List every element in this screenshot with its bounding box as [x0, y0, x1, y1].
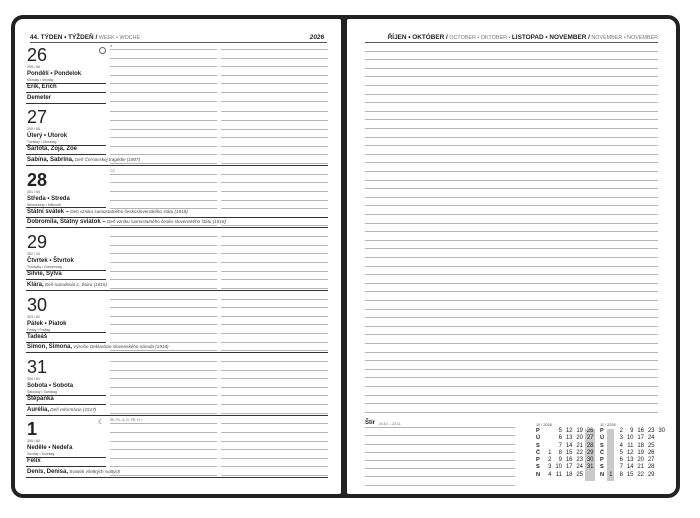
writing-line [221, 58, 328, 59]
writing-line [365, 283, 658, 284]
writing-line [221, 271, 328, 272]
writing-line [221, 333, 328, 334]
calendar-october-days: P Ú S Č P S N [536, 428, 541, 478]
writing-line [221, 432, 328, 433]
week-header-bold: 44. TÝDEN • TÝŽDEŇ / [30, 34, 98, 41]
footer-lines [365, 419, 515, 494]
week-header [30, 34, 140, 41]
calendar-column: 9 10 11 12 13 14 15 [626, 428, 634, 478]
nameday-text: Sabína, Sabrina, [27, 156, 74, 163]
day-of-year: 303 / 62 [27, 314, 40, 319]
nameday-text: Silvie, Sylva [27, 271, 62, 278]
writing-line [365, 485, 515, 486]
day-block [15, 231, 341, 293]
nameday-text: Aurélia, [27, 406, 50, 413]
writing-line [365, 326, 658, 327]
writing-line [221, 245, 328, 246]
writing-line [221, 288, 328, 289]
writing-line [110, 129, 217, 130]
calendar-column: 23 24 25 26 27 28 29 [647, 428, 655, 478]
writing-line [221, 370, 328, 371]
day-of-year: 299 / 66 [27, 65, 40, 69]
writing-line [365, 119, 658, 120]
underline [26, 466, 106, 467]
nameday [27, 458, 41, 464]
writing-line [221, 236, 328, 237]
writing-line [365, 154, 658, 155]
underline [26, 404, 106, 405]
writing-line [365, 231, 658, 232]
writing-line [365, 240, 658, 241]
day-block [15, 169, 341, 231]
writing-line [221, 101, 328, 102]
month-header-light-2: NOVEMBER • NOVEMBER [589, 35, 658, 41]
writing-line [110, 441, 217, 442]
writing-line [110, 49, 217, 50]
circle-icon [99, 47, 106, 54]
writing-line [221, 423, 328, 424]
writing-line [110, 432, 217, 433]
country-marker: A [110, 44, 113, 48]
nameday [27, 407, 96, 413]
left-page [15, 19, 341, 494]
weekday-sub: Saturday • Samstag [27, 390, 58, 394]
writing-line [365, 197, 658, 198]
holiday-note: Den vzniku samostatného československého státu (1918) [69, 208, 188, 214]
writing-line [110, 262, 217, 263]
writing-line [110, 225, 217, 226]
day-number: 1 [27, 419, 38, 440]
writing-line [110, 111, 217, 112]
writing-line [365, 94, 658, 95]
writing-line [110, 200, 217, 201]
weekday-name: Neděle • Nedeľa [27, 445, 73, 452]
calendar-october-title: 10 / 2026 [536, 423, 552, 427]
underline [26, 165, 328, 166]
writing-line [365, 76, 658, 77]
writing-line [110, 299, 217, 300]
writing-line [221, 404, 328, 405]
weekday-sub: Wednesday • Mittwoch [27, 202, 62, 207]
weekday-sub: Thursday • Donnerstag [27, 265, 62, 270]
writing-line [365, 403, 658, 404]
holiday-note: Deň reformácie (1517) [49, 406, 97, 412]
writing-line [110, 316, 217, 317]
writing-line [221, 200, 328, 201]
nameday-text: Erik, Erich [27, 84, 57, 90]
day-block [15, 44, 341, 106]
nameday [27, 209, 188, 215]
day-of-year: 304 / 61 [27, 377, 40, 381]
writing-line [365, 214, 658, 215]
writing-line [110, 387, 217, 388]
writing-line [110, 370, 217, 371]
underline [26, 290, 328, 291]
writing-line [110, 395, 217, 396]
country-marker: SK, PL, A, D, FR, H, I [110, 418, 143, 423]
writing-line [365, 435, 515, 436]
writing-line [221, 154, 328, 155]
weekday-name: Úterý • Utorok [27, 133, 68, 140]
calendar-november-title: 11 / 2026 [600, 423, 616, 427]
writing-line [365, 257, 658, 258]
writing-line [365, 188, 658, 189]
underline [26, 415, 328, 416]
writing-line [365, 395, 658, 396]
calendar-column: 16 17 18 19 20 21 22 [637, 428, 644, 478]
writing-line [365, 85, 658, 86]
writing-line [365, 266, 658, 267]
holiday-note: Deň vzniku samostatného česko-slovenského štátu (1918) [105, 219, 226, 225]
underline [26, 279, 106, 280]
underline [26, 217, 328, 218]
writing-line [110, 475, 217, 476]
writing-line [221, 120, 328, 121]
day-block [15, 106, 341, 168]
header-rule [30, 42, 327, 43]
weekday-sub: Sunday • Sonntag [27, 452, 55, 457]
day-number: 29 [27, 232, 48, 253]
writing-line [221, 92, 328, 93]
writing-line [221, 137, 328, 138]
writing-line [110, 163, 217, 164]
right-page [347, 19, 676, 494]
nameday-text: Státní svátek – [27, 208, 70, 215]
weekday-name: Pátek • Piatok [27, 320, 67, 327]
writing-line [221, 75, 328, 76]
holiday-note: Deň Černovskej tragédie (1907) [73, 156, 141, 162]
month-header-bold-1: ŘÍJEN • OKTÓBER / [387, 34, 448, 41]
writing-line [221, 413, 328, 414]
month-header-light-1: OCTOBER • OKTOBER • [447, 35, 512, 41]
writing-line [365, 274, 658, 275]
writing-line [221, 350, 328, 351]
nameday [27, 396, 54, 402]
writing-line [110, 288, 217, 289]
writing-line [110, 236, 217, 237]
month-header-bold-2: LISTOPAD • NOVEMBER / [511, 34, 590, 41]
day-of-year: 305 / 60 [27, 439, 40, 444]
writing-line [110, 458, 217, 459]
weekday-name: Čtvrtek • Štvrtok [27, 258, 74, 265]
calendar-column: 1 2 3 4 [548, 449, 552, 478]
day-of-year: 300 / 65 [27, 127, 40, 132]
holiday-note: Deň narodenia Ľ. Štúra (1815) [43, 281, 108, 287]
underline [26, 227, 328, 228]
weekday-name: Středa • Streda [27, 195, 70, 202]
nameday-text: Dobromila, Štátny sviatok – [27, 219, 106, 226]
writing-line [221, 387, 328, 388]
nameday-text: Tadeáš [27, 333, 48, 340]
writing-line [110, 378, 217, 379]
writing-line [110, 174, 217, 175]
writing-line [221, 163, 328, 164]
writing-line [221, 208, 328, 209]
month-header [388, 34, 658, 41]
writing-line [110, 466, 217, 467]
writing-line [365, 369, 658, 370]
writing-line [221, 316, 328, 317]
nameday [27, 157, 140, 163]
writing-line [365, 444, 515, 445]
writing-line [365, 59, 658, 60]
underline [26, 477, 328, 478]
day-number: 31 [27, 357, 48, 377]
day-number: 27 [27, 107, 48, 128]
writing-line [221, 174, 328, 175]
writing-line [221, 182, 328, 183]
writing-line [110, 191, 217, 192]
writing-line [365, 343, 658, 344]
notes-lines [365, 42, 658, 434]
day-block [15, 294, 341, 356]
writing-line [221, 191, 328, 192]
writing-line [221, 378, 328, 379]
underline [26, 352, 328, 353]
writing-line [221, 279, 328, 280]
writing-line [110, 423, 217, 424]
writing-line [365, 102, 658, 103]
nameday [27, 271, 62, 277]
writing-line [110, 146, 217, 147]
writing-line [365, 386, 658, 387]
day-number: 30 [27, 294, 48, 315]
calendar-column: 1 [609, 471, 613, 478]
writing-line [221, 466, 328, 467]
moon-icon: ☾ [98, 419, 105, 427]
writing-line [365, 111, 658, 112]
writing-line [110, 245, 217, 246]
writing-line [365, 377, 658, 378]
writing-line [110, 279, 217, 280]
underline [26, 103, 106, 104]
writing-line [110, 154, 217, 155]
nameday [27, 219, 226, 225]
writing-line [110, 449, 217, 450]
weekday-sub: Friday • Freitag [27, 327, 51, 332]
calendar-column: 30 [658, 428, 665, 434]
writing-line [110, 75, 217, 76]
writing-line [221, 441, 328, 442]
calendar-column: 12 13 14 15 16 17 18 [565, 428, 573, 478]
writing-line [365, 51, 658, 52]
weekday-name: Sobota • Sobota [27, 383, 74, 389]
writing-line [221, 49, 328, 50]
writing-line [365, 334, 658, 335]
writing-line [221, 83, 328, 84]
writing-line [365, 468, 515, 469]
writing-line [221, 146, 328, 147]
day-number: 26 [27, 45, 48, 65]
writing-line [221, 307, 328, 308]
writing-line [110, 404, 217, 405]
writing-line [110, 101, 217, 102]
day-of-year: 301 / 64 [27, 189, 40, 194]
year-label: 2026 [309, 34, 324, 41]
writing-line [221, 342, 328, 343]
nameday-text: Klára, [27, 281, 44, 288]
weekday-sub: Monday • Montag [27, 78, 54, 82]
writing-line [365, 291, 658, 292]
writing-line [365, 412, 658, 413]
holiday-note: Výročie Deklarácie slovenského národa (1918) [72, 344, 169, 350]
writing-line [365, 205, 658, 206]
writing-line [365, 300, 658, 301]
writing-line [365, 460, 515, 461]
writing-line [365, 68, 658, 69]
calendar-column: 26 27 28 29 30 31 [586, 428, 594, 471]
writing-line [221, 449, 328, 450]
nameday [27, 334, 47, 340]
zodiac-label: Štír [365, 420, 376, 426]
writing-line [221, 253, 328, 254]
calendar-column: 5 6 7 8 9 10 11 [555, 428, 562, 478]
writing-line [110, 271, 217, 272]
day-block [15, 418, 341, 480]
country-marker: CZ [110, 168, 115, 173]
nameday-text: Denis, Denisa, [27, 468, 69, 475]
writing-line [221, 66, 328, 67]
nameday [27, 84, 57, 90]
planner-cover [11, 15, 680, 498]
nameday [27, 282, 107, 288]
writing-line [110, 137, 217, 138]
calendar-november-days: P Ú S Č P S N [600, 428, 605, 478]
nameday-text: Šarlota, Zoja, Zoe [27, 146, 78, 153]
writing-line [221, 475, 328, 476]
writing-line [221, 458, 328, 459]
writing-line [221, 324, 328, 325]
writing-line [110, 83, 217, 84]
underline [26, 92, 106, 93]
writing-line [221, 225, 328, 226]
writing-line [365, 137, 658, 138]
writing-line [365, 352, 658, 353]
writing-line [110, 333, 217, 334]
writing-line [221, 262, 328, 263]
nameday [27, 146, 77, 152]
nameday [27, 469, 120, 475]
calendar-column: 2 3 4 5 6 7 8 [619, 428, 623, 478]
writing-line [221, 111, 328, 112]
writing-line [365, 360, 658, 361]
nameday [27, 95, 51, 101]
writing-line [110, 58, 217, 59]
day-number: 28 [27, 169, 48, 190]
writing-line [365, 248, 658, 249]
writing-line [110, 307, 217, 308]
nameday-text: Šimon, Simona, [27, 344, 73, 351]
writing-line [365, 452, 515, 453]
writing-line [365, 427, 515, 428]
weekday-name: Pondělí • Pondelok [27, 71, 82, 77]
weekday-sub: Tuesday • Dienstag [27, 140, 57, 145]
writing-line [365, 162, 658, 163]
underline [26, 154, 106, 155]
nameday [27, 344, 169, 350]
writing-line [110, 361, 217, 362]
writing-line [221, 395, 328, 396]
nameday-text: Štěpánka [27, 396, 54, 402]
writing-line [221, 361, 328, 362]
writing-line [110, 350, 217, 351]
holiday-note: Sviatok všetkých svätých [68, 468, 121, 474]
zodiac-dates: 24.10. – 22.11. [379, 422, 402, 426]
underline [26, 342, 106, 343]
writing-line [365, 128, 658, 129]
writing-line [365, 180, 658, 181]
writing-line [110, 120, 217, 121]
writing-line [365, 476, 515, 477]
writing-line [365, 317, 658, 318]
writing-line [110, 182, 217, 183]
writing-line [365, 145, 658, 146]
day-block [15, 356, 341, 418]
writing-line [365, 171, 658, 172]
nameday-text: Felix [27, 458, 41, 465]
writing-line [110, 324, 217, 325]
writing-line [110, 253, 217, 254]
day-of-year: 302 / 63 [27, 252, 40, 257]
calendar-column: 19 20 21 22 23 24 25 [576, 428, 583, 478]
writing-line [110, 92, 217, 93]
writing-line [365, 309, 658, 310]
writing-line [110, 66, 217, 67]
writing-line [110, 413, 217, 414]
nameday-text: Demeter [27, 94, 52, 101]
writing-line [221, 299, 328, 300]
week-header-light: WEEK • WOCHE [97, 35, 141, 41]
writing-line [221, 129, 328, 130]
writing-line [110, 342, 217, 343]
writing-line [365, 223, 658, 224]
